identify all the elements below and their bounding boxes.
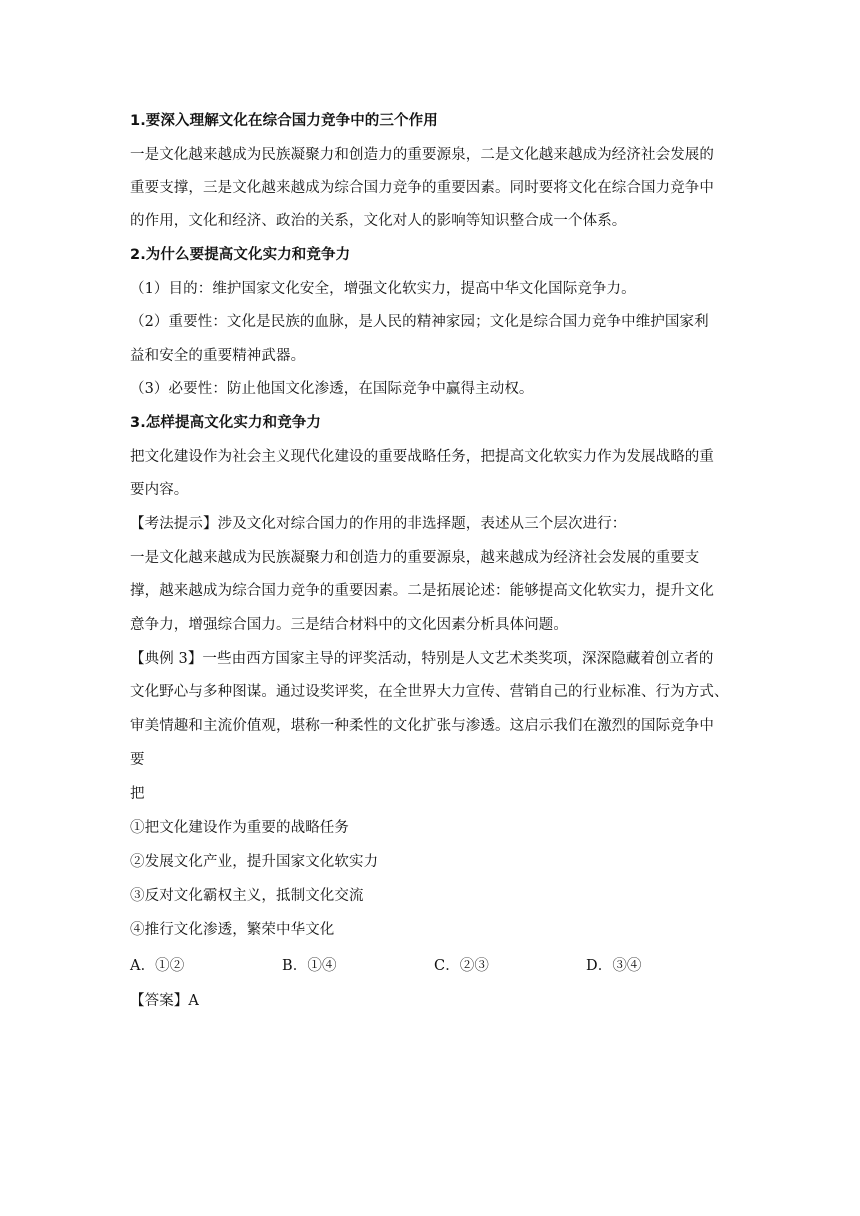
statement-1: ①把文化建设作为重要的战略任务	[130, 820, 349, 836]
statement-2: ②发展文化产业，提升国家文化软实力	[130, 854, 379, 870]
option-d: D．③④	[586, 958, 642, 974]
option-a: A．①②	[130, 958, 185, 974]
paragraph-line: 益和安全的重要精神武器。	[130, 348, 306, 364]
tip-line: 撑，越来越成为综合国力竞争的重要因素。二是拓展论述：能够提高文化软实力，提升文化	[130, 583, 714, 599]
answer-options	[130, 956, 690, 976]
tip-line: 意争力，增强综合国力。三是结合材料中的文化因素分析具体问题。	[130, 617, 568, 633]
paragraph-line: （2）重要性：文化是民族的血脉，是人民的精神家园；文化是综合国力竞争中维护国家利	[130, 314, 709, 330]
paragraph-line: 要内容。	[130, 482, 189, 498]
example-line: 【典例 3】一些由西方国家主导的评奖活动，特别是人文艺术类奖项，深深隐藏着创立者的	[130, 651, 714, 667]
answer-line: 【答案】A	[130, 993, 199, 1009]
statement-4: ④推行文化渗透，繁荣中华文化	[130, 922, 335, 938]
section-heading-3: 3.怎样提高文化实力和竞争力	[130, 415, 321, 431]
paragraph-line: 重要支撑，三是文化越来越成为综合国力竞争的重要因素。同时要将文化在综合国力竞争中	[130, 180, 714, 196]
tip-line: 一是文化越来越成为民族凝聚力和创造力的重要源泉，越来越成为经济社会发展的重要支	[130, 550, 700, 566]
example-line: 文化野心与多种图谋。通过设奖评奖，在全世界大力宣传、营销自己的行业标准、行为方式、	[130, 684, 729, 700]
example-line: 要	[130, 752, 145, 768]
option-c: C．②③	[434, 958, 489, 974]
example-line: 审美情趣和主流价值观，堪称一种柔性的文化扩张与渗透。这启示我们在激烈的国际竞争中	[130, 718, 714, 734]
section-heading-2: 2.为什么要提高文化实力和竞争力	[130, 247, 351, 263]
statement-3: ③反对文化霸权主义，抵制文化交流	[130, 888, 364, 904]
paragraph-line: 的作用，文化和经济、政治的关系，文化对人的影响等知识整合成一个体系。	[130, 213, 627, 229]
paragraph-line: （3）必要性：防止他国文化渗透，在国际竞争中赢得主动权。	[130, 381, 534, 397]
statement-line: 把	[130, 786, 145, 802]
paragraph-line: 一是文化越来越成为民族凝聚力和创造力的重要源泉，二是文化越来越成为经济社会发展的	[130, 147, 714, 163]
section-heading-1: 1.要深入理解文化在综合国力竞争中的三个作用	[130, 113, 438, 129]
tip-line: 【考法提示】涉及文化对综合国力的作用的非选择题，表述从三个层次进行：	[130, 516, 627, 532]
option-b: B．①④	[282, 958, 337, 974]
paragraph-line: 把文化建设作为社会主义现代化建设的重要战略任务，把提高文化软实力作为发展战略的重	[130, 449, 714, 465]
paragraph-line: （1）目的：维护国家文化安全，增强文化软实力，提高中华文化国际竞争力。	[130, 281, 636, 297]
